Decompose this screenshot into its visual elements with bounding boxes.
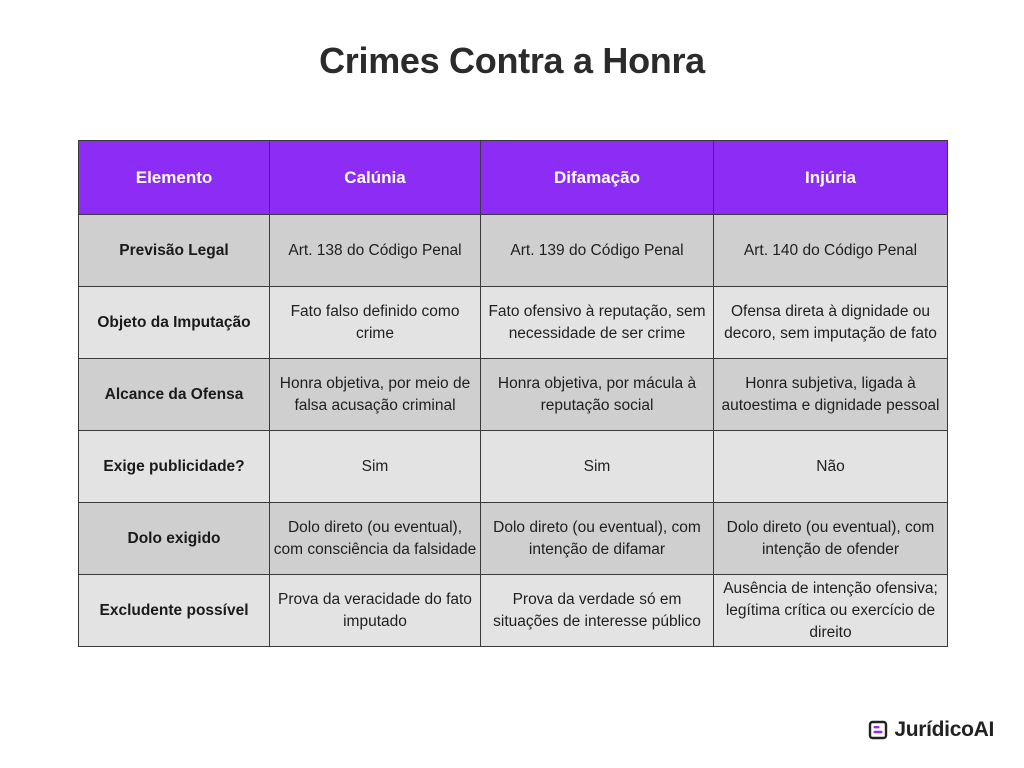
table-row	[79, 503, 948, 575]
table-cell: Honra subjetiva, ligada à autoestima e dignidade pessoal	[714, 359, 948, 431]
table-row	[79, 287, 948, 359]
header-cell-difamacao: Difamação	[481, 141, 714, 215]
table-cell: Art. 140 do Código Penal	[714, 215, 948, 287]
table-cell: Fato ofensivo à reputação, sem necessidade de ser crime	[481, 287, 714, 359]
row-label: Exige publicidade?	[79, 431, 270, 503]
table-row	[79, 215, 948, 287]
table-row	[79, 575, 948, 647]
table-cell: Art. 138 do Código Penal	[270, 215, 481, 287]
table-row	[79, 359, 948, 431]
table-cell: Art. 139 do Código Penal	[481, 215, 714, 287]
table-cell: Não	[714, 431, 948, 503]
header-cell-elemento: Elemento	[79, 141, 270, 215]
page-title: Crimes Contra a Honra	[319, 40, 705, 81]
document-lines-icon	[868, 720, 888, 740]
table-cell: Dolo direto (ou eventual), com intenção de ofender	[714, 503, 948, 575]
table-cell: Prova da verdade só em situações de interesse público	[481, 575, 714, 647]
table-cell: Ofensa direta à dignidade ou decoro, sem imputação de fato	[714, 287, 948, 359]
row-label: Alcance da Ofensa	[79, 359, 270, 431]
row-label: Dolo exigido	[79, 503, 270, 575]
row-label: Previsão Legal	[79, 215, 270, 287]
table-row	[79, 431, 948, 503]
table-cell: Prova da veracidade do fato imputado	[270, 575, 481, 647]
comparison-table	[78, 140, 948, 647]
brand-name: JurídicoAI	[894, 718, 994, 741]
table-cell: Sim	[481, 431, 714, 503]
table-cell: Ausência de intenção ofensiva; legítima crítica ou exercício de direito	[714, 575, 948, 647]
table-cell: Honra objetiva, por meio de falsa acusação criminal	[270, 359, 481, 431]
table-cell: Honra objetiva, por mácula à reputação social	[481, 359, 714, 431]
row-label: Excludente possível	[79, 575, 270, 647]
brand-logo	[868, 718, 994, 742]
header-cell-calunia: Calúnia	[270, 141, 481, 215]
table-cell: Dolo direto (ou eventual), com consciência da falsidade	[270, 503, 481, 575]
row-label: Objeto da Imputação	[79, 287, 270, 359]
header-cell-injuria: Injúria	[714, 141, 948, 215]
table-cell: Sim	[270, 431, 481, 503]
table-cell: Dolo direto (ou eventual), com intenção de difamar	[481, 503, 714, 575]
table-header-row	[79, 141, 948, 215]
table-cell: Fato falso definido como crime	[270, 287, 481, 359]
